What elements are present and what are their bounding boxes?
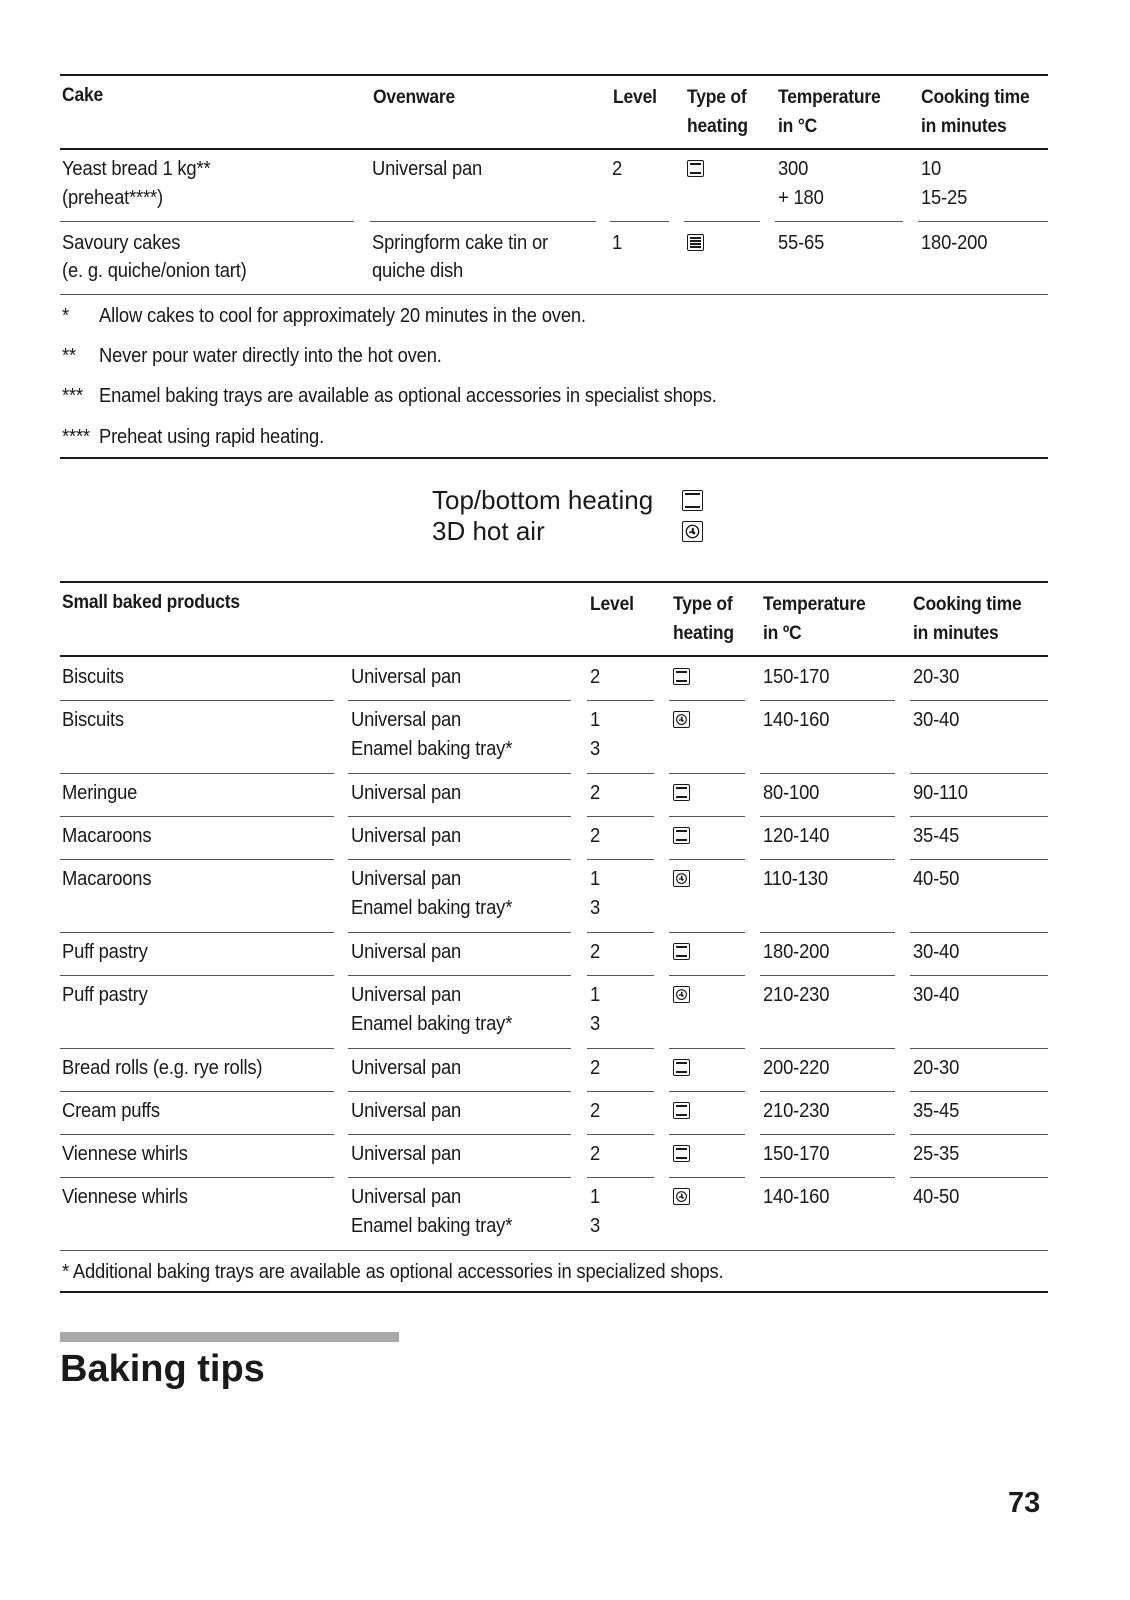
cell-product: Bread rolls (e.g. rye rolls) [62, 1057, 263, 1079]
cell-temperature: 120-140 [763, 825, 830, 847]
row-divider [760, 816, 895, 817]
cell-ovenware: Springform cake tin or [372, 232, 548, 254]
cell-time: 25-35 [913, 1143, 960, 1165]
row-divider [669, 700, 745, 701]
row-divider [760, 773, 895, 774]
cell-temperature: 80-100 [763, 782, 820, 804]
cell-time: 40-50 [913, 868, 960, 890]
cell-time-2: 15-25 [921, 187, 968, 209]
row-divider [910, 700, 1048, 701]
row-divider [348, 700, 571, 701]
row-divider [910, 773, 1048, 774]
cell-time: 35-45 [913, 1100, 960, 1122]
cell-ovenware: Universal pan [351, 1143, 462, 1165]
cell-level: 2 [590, 1057, 601, 1079]
cell-cake-note: (preheat****) [62, 187, 163, 209]
cell-ovenware-2: Enamel baking tray* [351, 897, 513, 919]
cell-level: 2 [590, 666, 601, 688]
small-header-rule [60, 655, 1048, 657]
cell-temperature: 300 [778, 158, 809, 180]
row-divider [348, 1177, 571, 1178]
header-small-products: Small baked products [62, 592, 240, 613]
hot-air-fan-icon [682, 521, 703, 542]
cell-product: Viennese whirls [62, 1186, 188, 1208]
cell-product: Biscuits [62, 666, 124, 688]
row-divider [587, 859, 654, 860]
row-divider [918, 221, 1048, 222]
cell-level: 1 [590, 984, 601, 1006]
cell-level: 1 [612, 232, 623, 254]
header-cooking-time: Cooking time [913, 594, 1022, 615]
row-divider [910, 932, 1048, 933]
header-cooking-time-unit: in minutes [913, 623, 999, 644]
cell-temperature: 110-130 [763, 868, 828, 890]
row-divider [910, 1048, 1048, 1049]
cell-time: 30-40 [913, 941, 960, 963]
row-divider [587, 816, 654, 817]
cell-level: 2 [590, 1100, 601, 1122]
header-cooking-time: Cooking time [921, 87, 1030, 108]
footnote-text: Allow cakes to cool for approximately 20 minutes in the oven. [99, 305, 586, 327]
cell-product: Biscuits [62, 709, 124, 731]
cell-ovenware-2: Enamel baking tray* [351, 1013, 513, 1035]
cell-time: 90-110 [913, 782, 968, 804]
cell-temperature: 210-230 [763, 984, 830, 1006]
row-divider [910, 816, 1048, 817]
row-divider [348, 1134, 571, 1135]
footnote-text: Never pour water directly into the hot oven. [99, 345, 442, 367]
cell-time: 20-30 [913, 1057, 960, 1079]
row-divider [60, 221, 354, 222]
top-bottom-heating-icon [673, 827, 690, 844]
legend-hot-air-label: 3D hot air [432, 516, 545, 546]
row-divider [910, 859, 1048, 860]
row-divider [348, 975, 571, 976]
footnote-text: Preheat using rapid heating. [99, 426, 325, 448]
row-divider [760, 1048, 895, 1049]
row-divider [775, 221, 903, 222]
row-divider [60, 1177, 334, 1178]
cell-level-2: 3 [590, 897, 601, 919]
row-divider [60, 932, 334, 933]
header-type: Type of [687, 87, 747, 108]
header-level: Level [613, 87, 657, 108]
cell-level: 2 [590, 825, 601, 847]
row-divider [760, 700, 895, 701]
footnote-mark: **** [62, 426, 90, 448]
cell-temperature: 210-230 [763, 1100, 830, 1122]
top-bottom-heating-icon [673, 668, 690, 685]
cell-temperature: 150-170 [763, 1143, 830, 1165]
row-divider [760, 859, 895, 860]
row-divider [60, 1091, 334, 1092]
cell-ovenware: Universal pan [351, 941, 462, 963]
row-divider [684, 221, 760, 222]
row-divider [60, 816, 334, 817]
cell-time: 35-45 [913, 825, 960, 847]
cell-ovenware: Universal pan [351, 666, 462, 688]
cell-level-2: 3 [590, 1013, 601, 1035]
cell-ovenware: Universal pan [351, 709, 462, 731]
cell-product: Macaroons [62, 825, 152, 847]
row-divider [348, 773, 571, 774]
row-divider [669, 773, 745, 774]
small-footnote-rule [60, 1291, 1048, 1293]
row-divider [587, 932, 654, 933]
row-divider [348, 1048, 571, 1049]
table-bottom-rule [60, 294, 1048, 295]
row-divider [370, 221, 596, 222]
cell-level-2: 3 [590, 738, 601, 760]
header-temperature: Temperature [763, 594, 866, 615]
top-bottom-heating-icon [673, 1102, 690, 1119]
cell-level: 2 [590, 782, 601, 804]
cell-ovenware-2: Enamel baking tray* [351, 1215, 513, 1237]
cell-ovenware-2: quiche dish [372, 260, 464, 282]
hot-air-fan-icon [673, 870, 690, 887]
cell-cake: Savoury cakes [62, 232, 181, 254]
cell-level: 2 [590, 941, 601, 963]
section-accent-bar [60, 1332, 399, 1342]
row-divider [587, 1091, 654, 1092]
header-rule [60, 148, 1048, 150]
cell-time: 10 [921, 158, 942, 180]
footnote-mark: ** [62, 345, 76, 367]
top-bottom-heating-icon [673, 784, 690, 801]
row-divider [348, 859, 571, 860]
row-divider [587, 975, 654, 976]
footnote-text: Enamel baking trays are available as optional accessories in specialist shops. [99, 385, 717, 407]
row-divider [760, 932, 895, 933]
cell-level: 1 [590, 709, 601, 731]
legend-top-bottom-label: Top/bottom heating [432, 485, 654, 515]
row-divider [60, 975, 334, 976]
row-divider [669, 1177, 745, 1178]
cell-ovenware: Universal pan [351, 984, 462, 1006]
cell-ovenware-2: Enamel baking tray* [351, 738, 513, 760]
row-divider [348, 1091, 571, 1092]
small-table-bottom-rule [60, 1250, 1048, 1251]
row-divider [669, 1091, 745, 1092]
header-temperature-unit: in °C [778, 116, 818, 137]
cell-time: 20-30 [913, 666, 960, 688]
cell-time: 30-40 [913, 709, 960, 731]
row-divider [60, 1134, 334, 1135]
top-bottom-heating-icon [673, 943, 690, 960]
row-divider [587, 773, 654, 774]
row-divider [60, 859, 334, 860]
footnote-mark: *** [62, 385, 83, 407]
row-divider [760, 1091, 895, 1092]
hot-air-fan-icon [673, 986, 690, 1003]
hot-air-fan-icon [673, 1188, 690, 1205]
row-divider [348, 932, 571, 933]
cell-temperature: 180-200 [763, 941, 830, 963]
row-divider [669, 975, 745, 976]
header-cake: Cake [62, 85, 104, 106]
row-divider [348, 816, 571, 817]
cell-ovenware: Universal pan [351, 1100, 462, 1122]
cell-product: Meringue [62, 782, 138, 804]
cell-cake: Yeast bread 1 kg** [62, 158, 211, 180]
cell-temperature: 140-160 [763, 709, 830, 731]
row-divider [760, 1134, 895, 1135]
cell-temperature: 55-65 [778, 232, 825, 254]
cell-ovenware: Universal pan [351, 825, 462, 847]
cell-product: Cream puffs [62, 1100, 160, 1122]
cell-product: Viennese whirls [62, 1143, 188, 1165]
page-number: 73 [1008, 1487, 1041, 1519]
small-table-top-rule [60, 581, 1048, 583]
row-divider [60, 773, 334, 774]
section-title: Baking tips [60, 1348, 265, 1390]
row-divider [669, 859, 745, 860]
row-divider [587, 1048, 654, 1049]
cell-level: 1 [590, 1186, 601, 1208]
cell-product: Macaroons [62, 868, 152, 890]
cell-time: 180-200 [921, 232, 988, 254]
row-divider [587, 700, 654, 701]
header-type-line2: heating [687, 116, 748, 137]
row-divider [60, 1048, 334, 1049]
row-divider [669, 932, 745, 933]
row-divider [669, 816, 745, 817]
hot-air-fan-icon [673, 711, 690, 728]
cell-level: 1 [590, 868, 601, 890]
small-table-footnote: * Additional baking trays are available as optional accessories in specialized shops. [62, 1261, 724, 1283]
cell-ovenware: Universal pan [351, 1057, 462, 1079]
row-divider [910, 1177, 1048, 1178]
row-divider [669, 1134, 745, 1135]
table-top-rule [60, 74, 1048, 76]
cell-product: Puff pastry [62, 984, 148, 1006]
footnotes-bottom-rule [60, 457, 1048, 459]
cell-product: Puff pastry [62, 941, 148, 963]
top-bottom-heating-icon [673, 1059, 690, 1076]
cell-cake-note: (e. g. quiche/onion tart) [62, 260, 247, 282]
cell-temperature: 150-170 [763, 666, 830, 688]
cell-time: 40-50 [913, 1186, 960, 1208]
cell-time: 30-40 [913, 984, 960, 1006]
row-divider [610, 221, 669, 222]
row-divider [60, 700, 334, 701]
cell-level: 2 [590, 1143, 601, 1165]
row-divider [587, 1177, 654, 1178]
header-cooking-time-unit: in minutes [921, 116, 1007, 137]
header-temperature: Temperature [778, 87, 881, 108]
footnote-mark: * [62, 305, 69, 327]
cell-temperature-2: + 180 [778, 187, 824, 209]
row-divider [760, 975, 895, 976]
header-type-line2: heating [673, 623, 734, 644]
cell-level-2: 3 [590, 1215, 601, 1237]
cell-temperature: 140-160 [763, 1186, 830, 1208]
header-ovenware: Ovenware [373, 87, 456, 108]
cell-level: 2 [612, 158, 623, 180]
row-divider [669, 1048, 745, 1049]
row-divider [587, 1134, 654, 1135]
header-level: Level [590, 594, 634, 615]
header-type: Type of [673, 594, 733, 615]
top-bottom-heating-icon [687, 160, 704, 177]
cell-ovenware: Universal pan [351, 782, 462, 804]
row-divider [910, 975, 1048, 976]
header-temperature-unit: in ºC [763, 623, 802, 644]
row-divider [760, 1177, 895, 1178]
cell-temperature: 200-220 [763, 1057, 830, 1079]
top-bottom-heating-icon [673, 1145, 690, 1162]
cell-ovenware: Universal pan [351, 868, 462, 890]
top-bottom-heating-icon [682, 490, 703, 511]
row-divider [910, 1134, 1048, 1135]
row-divider [910, 1091, 1048, 1092]
cell-ovenware: Universal pan [351, 1186, 462, 1208]
cell-ovenware: Universal pan [372, 158, 483, 180]
bottom-heating-icon [687, 234, 704, 251]
